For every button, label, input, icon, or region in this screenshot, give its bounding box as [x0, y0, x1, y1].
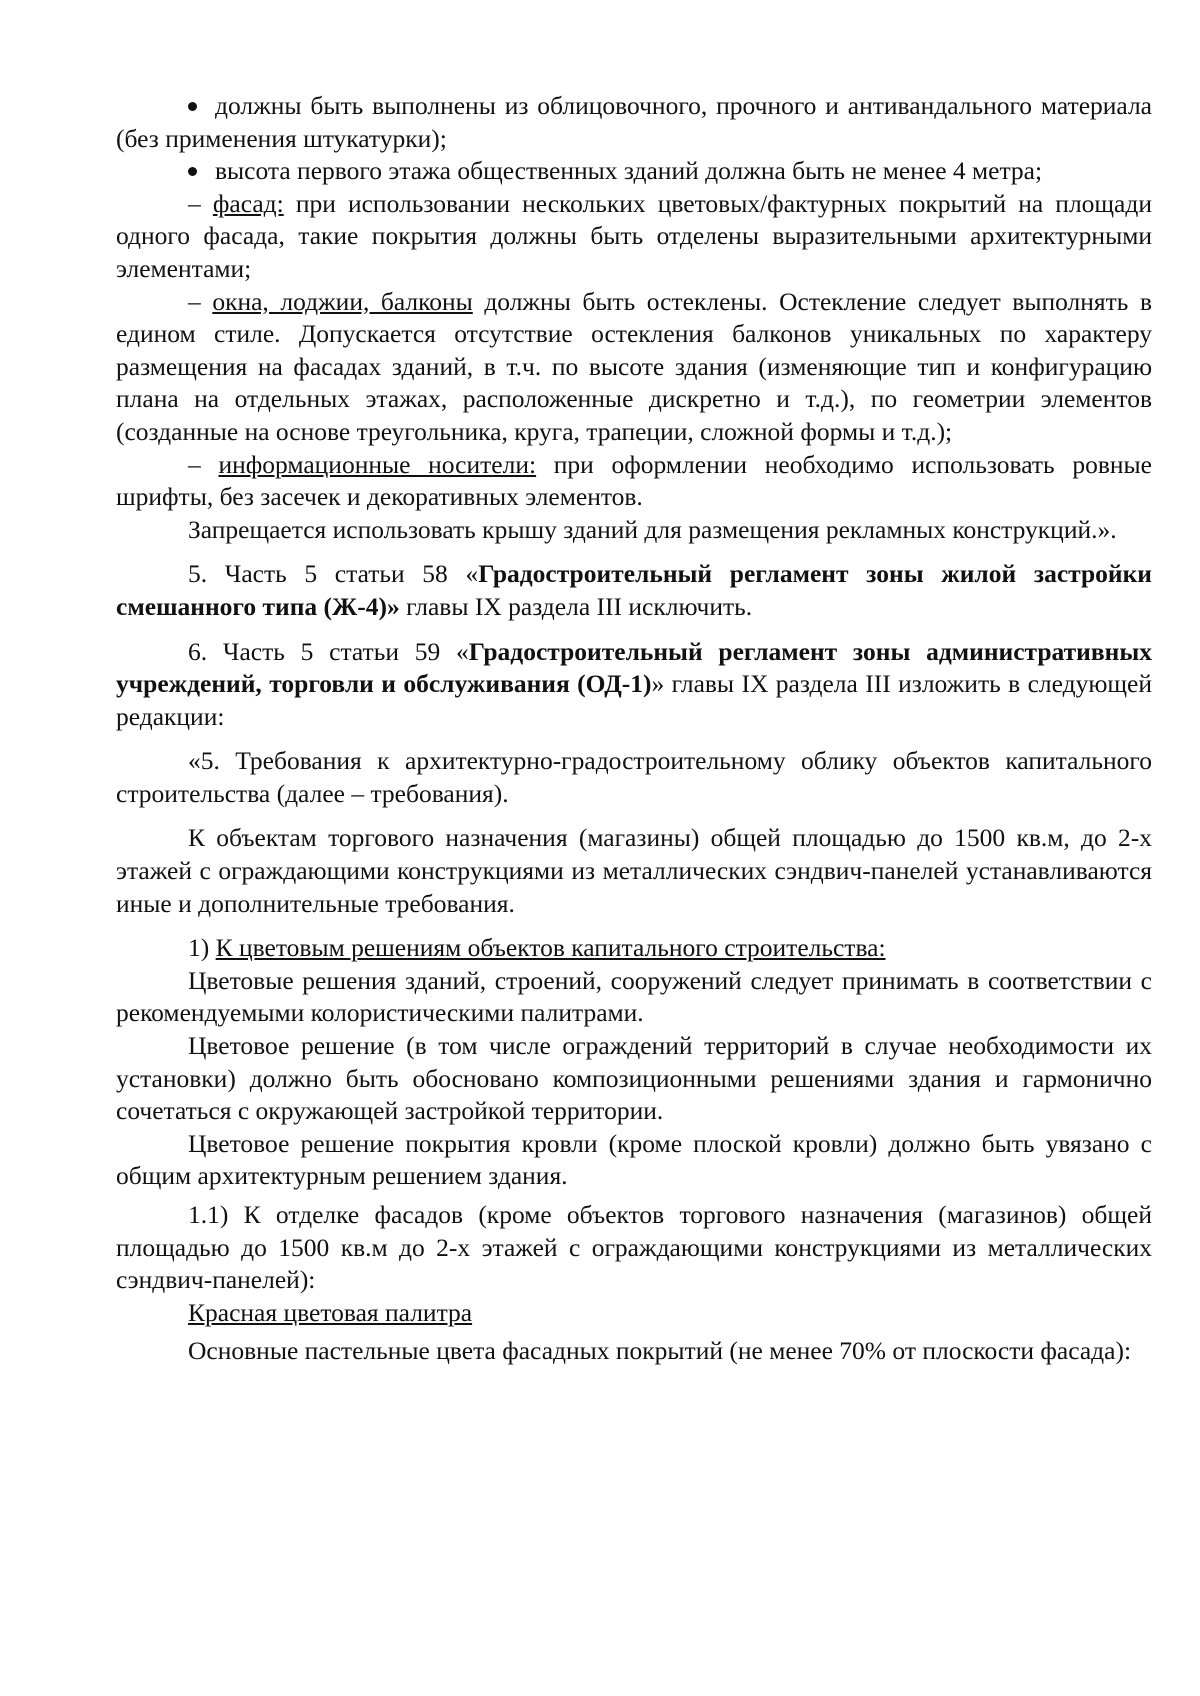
paragraph-roof-color: Цветовое решение покрытия кровли (кроме плоской кровли) должно быть увязано с общим архитектурным решением здания.	[116, 1128, 1152, 1191]
paragraph-facade: – фасад: при использовании нескольких цветовых/фактурных покрытий на площади одного фасада, такие покрытия должны быть отделены выразительными архитектурными элементами;	[116, 188, 1152, 283]
bullet-first-floor-height: высота первого этажа общественных зданий должна быть не менее 4 метра;	[116, 155, 1152, 188]
paragraph-item-5: 5. Часть 5 статьи 58 «Градостроительный регламент зоны жилой застройки смешанного типа (Ж-4)» главы IX раздела III исключить.	[116, 559, 1152, 621]
paragraph-main-colors: Основные пастельные цвета фасадных покрытий (не менее 70% от плоскости фасада):	[188, 1336, 1132, 1366]
paragraph-trade-objects: К объектам торгового назначения (магазины) общей площадью до 1500 кв.м, до 2-х этажей с ограждающими конструкциями из металлических сэндвич-панелей устанавливаются иные и дополнительные требования.	[116, 823, 1152, 918]
bullet-icon	[188, 102, 197, 111]
info-label: информационные носители:	[218, 449, 537, 479]
section-1-1: 1.1) К отделке фасадов (кроме объектов торгового назначения (магазинов) общей площадью до 1500 кв.м до 2-х этажей с ограждающими конструкциями из металлических сэндвич-панелей):	[116, 1200, 1152, 1295]
facade-label: фасад:	[212, 188, 284, 218]
bullet-facing-material: должны быть выполнены из облицовочного, прочного и антивандального материала (без применения штукатурки);	[116, 91, 1152, 153]
red-palette-heading: Красная цветовая палитра	[188, 1297, 473, 1327]
paragraph-color-decisions: Цветовые решения зданий, строений, сооружений следует принимать в соответствии с рекомендуемыми колористическими палитрами.	[116, 965, 1152, 1028]
paragraph-requirements-intro: «5. Требования к архитектурно-градостроительному облику объектов капитального строительства (далее – требования).	[116, 746, 1152, 808]
paragraph-info-carriers: – информационные носители: при оформлении необходимо использовать ровные шрифты, без засечек и декоративных элементов.	[116, 449, 1152, 512]
document-page	[116, 90, 1152, 1368]
section-1-heading: 1) К цветовым решениям объектов капитального строительства:	[188, 933, 886, 963]
bullet-icon	[188, 167, 197, 176]
paragraph-roof-ban: Запрещается использовать крышу зданий для размещения рекламных конструкций.».	[188, 514, 1117, 544]
paragraph-color-solution: Цветовое решение (в том числе ограждений территорий в случае необходимости их установки) должно быть обосновано композиционными решениями здания и гармонично сочетаться с окружающей застройкой территории.	[116, 1031, 1152, 1126]
paragraph-windows: – окна, лоджии, балконы должны быть остеклены. Остекление следует выполнять в едином стиле. Допускается отсутствие остекления балконов уникальных по характеру размещения на фасадах зданий, в т.ч. по высоте здания (изменяющие тип и конфигурацию плана на отдельных этажах, расположенные дискретно и т.д.), по геометрии элементов (созданные на основе треугольника, круга, трапеции, сложной формы и т.д.);	[116, 286, 1153, 446]
paragraph-item-6: 6. Часть 5 статьи 59 «Градостроительный регламент зоны административных учреждений, торговли и обслуживания (ОД-1)» главы IX раздела III изложить в следующей редакции:	[116, 636, 1152, 731]
windows-label: окна, лоджии, балконы	[212, 286, 473, 316]
